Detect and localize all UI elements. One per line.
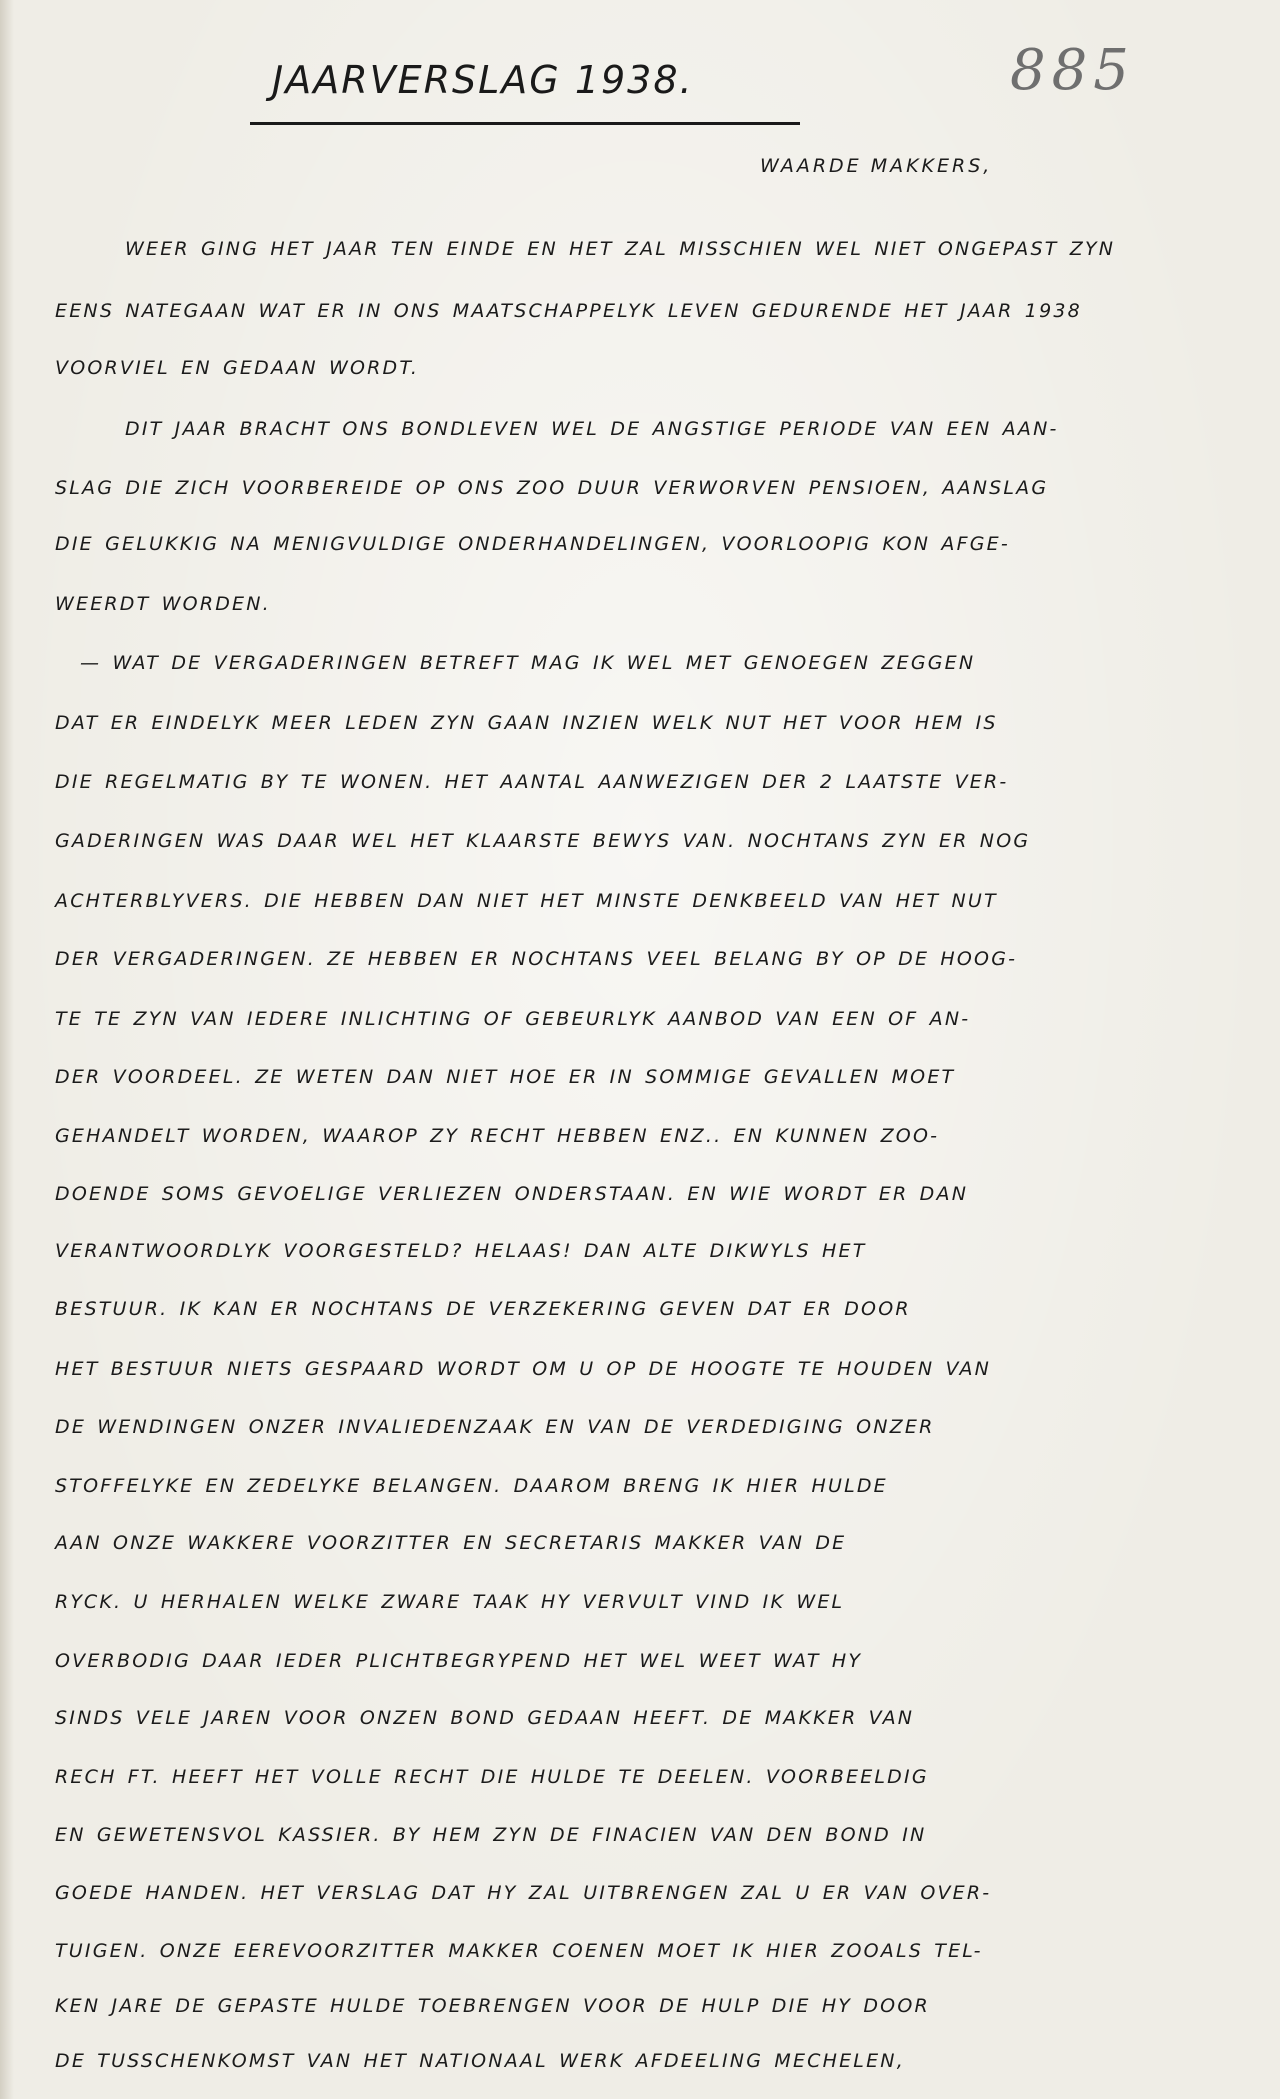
text-line: HET BESTUUR NIETS GESPAARD WORDT OM U OP DE HOOGTE TE HOUDEN VAN	[55, 1358, 992, 1380]
text-line: DAT ER EINDELYK MEER LEDEN ZYN GAAN INZIEN WELK NUT HET VOOR HEM IS	[55, 712, 998, 734]
text-line: STOFFELYKE EN ZEDELYKE BELANGEN. DAAROM BRENG IK HIER HULDE	[55, 1475, 888, 1497]
text-line: BESTUUR. IK KAN ER NOCHTANS DE VERZEKERING GEVEN DAT ER DOOR	[55, 1298, 911, 1320]
title-underline	[250, 122, 800, 125]
text-line: EENS NATEGAAN WAT ER IN ONS MAATSCHAPPELYK LEVEN GEDURENDE HET JAAR 1938	[55, 300, 1082, 322]
text-line: AAN ONZE WAKKERE VOORZITTER EN SECRETARIS MAKKER VAN DE	[55, 1532, 847, 1554]
text-line: RYCK. U HERHALEN WELKE ZWARE TAAK HY VERVULT VIND IK WEL	[55, 1591, 845, 1613]
text-line: VERANTWOORDLYK VOORGESTELD? HELAAS! DAN ALTE DIKWYLS HET	[55, 1240, 867, 1262]
text-line: VOORVIEL EN GEDAAN WORDT.	[55, 357, 420, 379]
text-line: KEN JARE DE GEPASTE HULDE TOEBRENGEN VOOR DE HULP DIE HY DOOR	[55, 1995, 930, 2017]
text-line: GADERINGEN WAS DAAR WEL HET KLAARSTE BEWYS VAN. NOCHTANS ZYN ER NOG	[55, 830, 1031, 852]
text-line: DE WENDINGEN ONZER INVALIEDENZAAK EN VAN DE VERDEDIGING ONZER	[55, 1416, 935, 1438]
text-line: DIE GELUKKIG NA MENIGVULDIGE ONDERHANDELINGEN, VOORLOOPIG KON AFGE-	[55, 533, 1010, 555]
text-line: GOEDE HANDEN. HET VERSLAG DAT HY ZAL UITBRENGEN ZAL U ER VAN OVER-	[55, 1882, 992, 1904]
text-line: ACHTERBLYVERS. DIE HEBBEN DAN NIET HET MINSTE DENKBEELD VAN HET NUT	[55, 890, 998, 912]
text-line: DER VOORDEEL. ZE WETEN DAN NIET HOE ER IN SOMMIGE GEVALLEN MOET	[55, 1066, 956, 1088]
text-line: TE TE ZYN VAN IEDERE INLICHTING OF GEBEURLYK AANBOD VAN EEN OF AN-	[55, 1008, 971, 1030]
text-line: DIE REGELMATIG BY TE WONEN. HET AANTAL AANWEZIGEN DER 2 LAATSTE VER-	[55, 771, 1009, 793]
document-title: JAARVERSLAG 1938.	[272, 58, 694, 102]
text-line: DE TUSSCHENKOMST VAN HET NATIONAAL WERK AFDEELING MECHELEN,	[55, 2050, 905, 2072]
text-line: — WAT DE VERGADERINGEN BETREFT MAG IK WEL MET GENOEGEN ZEGGEN	[80, 652, 976, 674]
text-line: EN GEWETENSVOL KASSIER. BY HEM ZYN DE FINACIEN VAN DEN BOND IN	[55, 1824, 927, 1846]
text-line: GEHANDELT WORDEN, WAAROP ZY RECHT HEBBEN ENZ.. EN KUNNEN ZOO-	[55, 1125, 940, 1147]
text-line: OVERBODIG DAAR IEDER PLICHTBEGRYPEND HET WEL WEET WAT HY	[55, 1650, 863, 1672]
text-line: SINDS VELE JAREN VOOR ONZEN BOND GEDAAN HEEFT. DE MAKKER VAN	[55, 1707, 915, 1729]
text-line: SLAG DIE ZICH VOORBEREIDE OP ONS ZOO DUUR VERWORVEN PENSIOEN, AANSLAG	[55, 477, 1049, 499]
title-block	[250, 58, 800, 130]
text-line: RECH FT. HEEFT HET VOLLE RECHT DIE HULDE TE DEELEN. VOORBEELDIG	[55, 1766, 929, 1788]
text-line: WEER GING HET JAAR TEN EINDE EN HET ZAL MISSCHIEN WEL NIET ONGEPAST ZYN	[125, 238, 1116, 260]
text-line: DIT JAAR BRACHT ONS BONDLEVEN WEL DE ANGSTIGE PERIODE VAN EEN AAN-	[125, 418, 1059, 440]
text-line: DER VERGADERINGEN. ZE HEBBEN ER NOCHTANS VEEL BELANG BY OP DE HOOG-	[55, 948, 1018, 970]
text-line: TUIGEN. ONZE EEREVOORZITTER MAKKER COENEN MOET IK HIER ZOOALS TEL-	[55, 1940, 983, 1962]
page-edge-shadow	[0, 0, 14, 2099]
text-line: DOENDE SOMS GEVOELIGE VERLIEZEN ONDERSTAAN. EN WIE WORDT ER DAN	[55, 1183, 969, 1205]
folio-number: 885	[1010, 38, 1135, 103]
text-line: WEERDT WORDEN.	[55, 593, 271, 615]
salutation: WAARDE MAKKERS,	[760, 155, 993, 177]
